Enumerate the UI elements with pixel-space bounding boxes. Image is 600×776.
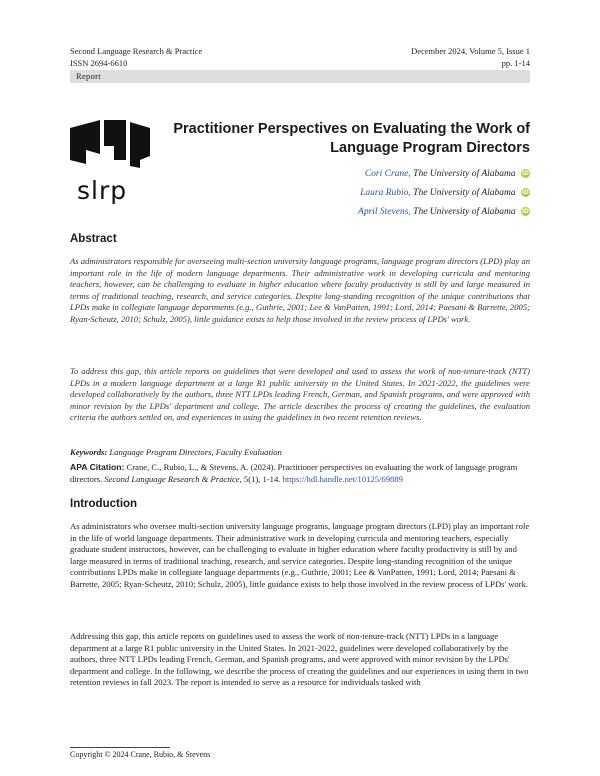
keywords-label: Keywords: [70,447,108,457]
citation-text: Crane, C., Rubio, L., & Stevens, A. (2024). Practitioner perspectives on evaluating the work of language program directors. [70,462,518,484]
author-row [358,184,530,203]
issn: ISSN 2694-6610 [70,58,128,68]
author-row [358,165,530,184]
keywords-text: Language Program Directors, Faculty Evaluation [109,447,282,457]
footer-divider [70,747,170,748]
report-bar [70,70,530,83]
apa-citation [70,462,530,485]
body-paragraph: As administrators who oversee multi-section university language programs, language program directors (LPD) play an important role in the life of world language departments. Their administrative work in developing curricula and mentoring teachers, especially graduate student instructors, however, can be challenging to evaluate in higher education where faculty productivity is still by and large measured in terms of traditional teaching, research, and service categories. Despite long-standing recognition of the unique contributions LPDs make in collegiate language departments (e.g., Guthrie, 2001; Lee & VanPatten, 1991; Lord, 2014; Paesani & Barrette, 2005; Ryan-Scheutz, 2010; Schulz, 2005), little guidance exists to help those involved in the review process of LPDs' work. [70,521,530,589]
citation-volume: , 5(1), 1-14. [239,473,281,484]
author-list [358,165,530,222]
abstract-paragraph: As administrators responsible for overseeing multi-section university language programs, language program directors (LPD) play an important role in the life of modern language departments. Their administrative work in developing curricula and mentoring teachers, however, can be challenging to evaluate in higher education where faculty productivity is still by and large measured in terms of traditional teaching, research, and service categories. Despite long-standing recognition of the unique contributions that LPDs make in collegiate language departments (e.g., Guthrie, 2001; Lee & VanPatten, 1991; Lord, 2014; Paesani & Barrette, 2005; Ryan-Scheutz, 2010; Schulz, 2005), little guidance exists to help those involved in the review process of LPDs' work. [70,256,530,324]
author-name[interactable]: Laura Rubio, [360,188,411,198]
introduction-heading: Introduction [70,498,138,510]
issue-info: December 2024, Volume 5, Issue 1 [411,46,530,56]
report-label: Report [76,71,101,81]
author-row [358,203,530,222]
orcid-icon[interactable]: iD [521,170,530,177]
author-name[interactable]: April Stevens, [358,207,411,217]
author-affiliation: The University of Alabama [413,188,516,198]
orcid-icon[interactable]: iD [521,189,530,196]
apa-label: APA Citation: [70,462,125,472]
article-title: Practitioner Perspectives on Evaluating the Work of Language Program Directors [173,121,530,156]
citation-link[interactable]: https://hdl.handle.net/10125/69889 [282,473,403,484]
header-right [411,45,530,69]
author-name[interactable]: Cori Crane, [364,169,411,179]
body-paragraph: Addressing this gap, this article reports on guidelines used to assess the work of non-tenure-track (NTT) LPDs in a language department at a large R1 public university in the United States. In 2021-2022, guidelines were developed collaboratively by the authors, three NTT LPDs leading French, German, and Spanish programs, and were approved with minor revision by the LPDs' department and college. In the following, we describe the process of creating the guidelines and our experiences in using them in two retention reviews in fall 2023. The report is intended to serve as a resource for individuals tasked with [70,631,529,688]
abstract-paragraph: To address this gap, this article reports on guidelines that were developed and used to assess the work of non-tenure-track (NTT) LPDs in a modern language department at a large R1 public university in the United States. In 2021-2022, the guidelines were developed collaboratively by the authors, three NTT LPDs leading French, German, and Spanish programs, and were approved with minor revision by the LPDs' department and college. The article describes the process of creating the guidelines, the evaluation criteria the authors settled on, and experiences in using the guidelines in two recent retention reviews. [70,366,530,423]
abstract-heading: Abstract [70,233,117,245]
journal-name: Second Language Research & Practice [70,46,203,56]
keywords [70,447,282,457]
author-affiliation: The University of Alabama [413,169,516,179]
logo-wordmark: slrp [77,176,128,205]
orcid-icon[interactable]: iD [521,208,530,215]
citation-journal: Second Language Research & Practice [104,473,240,484]
author-affiliation: The University of Alabama [413,207,516,217]
footer-copyright: Copyright © 2024 Crane, Rubio, & Stevens [70,750,211,759]
page-range: pp. 1-14 [501,58,530,68]
header-left [70,45,202,69]
